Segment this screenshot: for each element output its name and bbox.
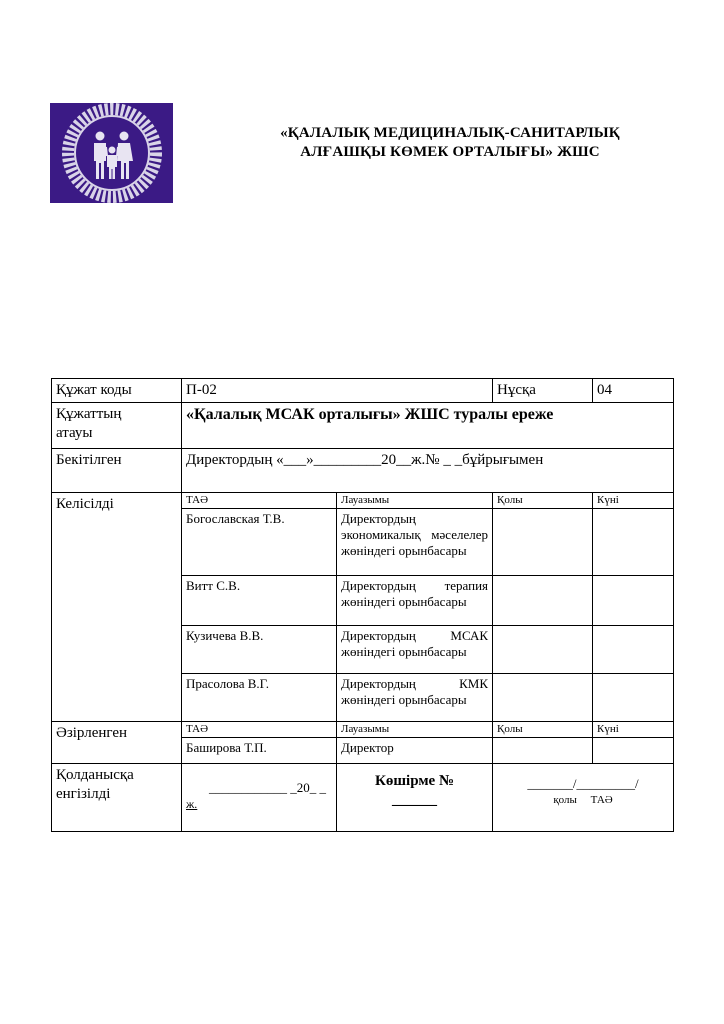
family-circle-logo-icon — [50, 103, 173, 203]
agreed-date-cell — [593, 674, 674, 722]
prepared-header-date: Күні — [593, 722, 674, 738]
approved-value: Директордың «___»_________20__ж.№ _ _бұйрығымен — [182, 449, 674, 493]
copy-number-line: ______ — [392, 792, 438, 808]
agreed-position: Директордың КМК жөніндегі орынбасары — [337, 674, 493, 722]
prepared-signature-cell — [493, 738, 593, 764]
agreed-name: Богославская Т.В. — [182, 509, 337, 576]
version-label: Нұсқа — [493, 379, 593, 403]
organization-title — [215, 124, 685, 162]
agreed-header-position: Лауазымы — [337, 493, 493, 509]
copy-number-label: Көшірме № — [375, 773, 455, 789]
prepared-name: Баширова Т.П. — [182, 738, 337, 764]
introduced-label-line1: Қолданысқа — [56, 767, 134, 783]
document-name: «Қалалық МСАК орталығы» ЖШС туралы ереже — [182, 403, 674, 449]
signature-caption: қолы ТАӘ — [553, 794, 613, 806]
agreed-position: Директордың терапия жөніндегі орынбасары — [337, 576, 493, 626]
agreed-signature-cell — [493, 626, 593, 674]
copy-number-cell — [337, 764, 493, 832]
prepared-date-cell — [593, 738, 674, 764]
agreed-signature-cell — [493, 674, 593, 722]
agreed-position: Директордың экономикалық мәселелер жөніндегі орынбасары — [337, 509, 493, 576]
organization-title-line2: АЛҒАШҚЫ КӨМЕК ОРТАЛЫҒЫ» ЖШС — [300, 144, 600, 160]
signature-line: _______/_________/ — [527, 776, 639, 791]
organization-logo — [50, 103, 173, 203]
prepared-label: Әзірленген — [52, 722, 182, 764]
agreed-date-cell — [593, 626, 674, 674]
version-value: 04 — [593, 379, 674, 403]
agreed-label: Келісілді — [52, 493, 182, 722]
signature-block-cell — [493, 764, 674, 832]
agreed-signature-cell — [493, 509, 593, 576]
agreed-date-cell — [593, 509, 674, 576]
introduced-label — [52, 764, 182, 832]
introduced-date-cell — [182, 764, 337, 832]
code-label: Құжат коды — [52, 379, 182, 403]
agreed-name: Кузичева В.В. — [182, 626, 337, 674]
agreed-date-cell — [593, 576, 674, 626]
agreed-header-signature: Қолы — [493, 493, 593, 509]
agreed-signature-cell — [493, 576, 593, 626]
introduced-date-line: ____________ _20_ _ — [209, 780, 326, 795]
document-registration-table — [51, 378, 674, 832]
introduced-label-line2: енгізілді — [56, 786, 111, 802]
name-label — [52, 403, 182, 449]
prepared-position: Директор — [337, 738, 493, 764]
prepared-header-signature: Қолы — [493, 722, 593, 738]
prepared-header-name: ТАӘ — [182, 722, 337, 738]
code-value: П-02 — [182, 379, 493, 403]
prepared-header-position: Лауазымы — [337, 722, 493, 738]
agreed-name: Прасолова В.Г. — [182, 674, 337, 722]
agreed-header-date: Күні — [593, 493, 674, 509]
agreed-name: Витт С.В. — [182, 576, 337, 626]
agreed-header-name: ТАӘ — [182, 493, 337, 509]
approved-label: Бекітілген — [52, 449, 182, 493]
organization-title-line1: «ҚАЛАЛЫҚ МЕДИЦИНАЛЫҚ-САНИТАРЛЫҚ — [280, 125, 620, 141]
name-label-line1: Құжаттың — [56, 406, 122, 422]
introduced-date-suffix: ж. — [186, 797, 198, 811]
agreed-position: Директордың МСАК жөніндегі орынбасары — [337, 626, 493, 674]
name-label-line2: атауы — [56, 425, 93, 441]
